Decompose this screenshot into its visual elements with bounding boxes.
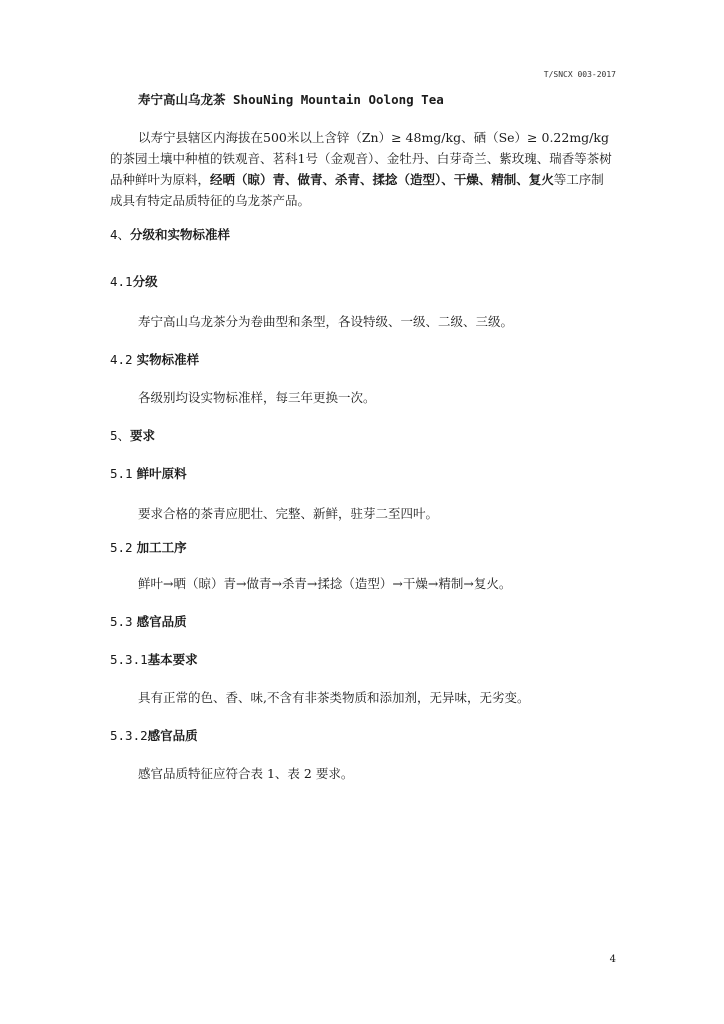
section-title: 基本要求 <box>147 652 198 667</box>
section-number: 4.2 <box>110 352 133 367</box>
section-title: 分级 <box>132 274 158 289</box>
section-number: 5.3.2 <box>110 728 148 743</box>
definition-text-bold: 经晒（晾）青、做青、杀青、揉捻（造型）、干燥、精制、复火 <box>210 172 554 187</box>
section-text-5-2: 鲜叶→晒（晾）青→做青→杀青→揉捻（造型）→干燥→精制→复火。 <box>138 576 512 591</box>
section-title: 鲜叶原料 <box>136 466 187 481</box>
definition-text-after: 等工序制成具有特定品质特征的乌龙茶产品。 <box>110 172 604 208</box>
section-number: 5.3 <box>110 614 133 629</box>
section-text-5-1: 要求合格的茶青应肥壮、完整、新鲜，驻芽二至四叶。 <box>138 506 439 521</box>
section-text-5-3-2: 感官品质特征应符合表 1、表 2 要求。 <box>138 766 354 781</box>
term-definition <box>110 127 614 211</box>
section-heading-5-3-2 <box>110 726 198 744</box>
section-text-4-2: 各级别均设实物标准样，每三年更换一次。 <box>138 390 376 405</box>
term-title: 寿宁高山乌龙茶 ShouNing Mountain Oolong Tea <box>138 92 444 107</box>
standard-code: T/SNCX 003-2017 <box>543 70 616 79</box>
section-number: 4.1 <box>110 274 133 289</box>
section-text-5-3-1: 具有正常的色、香、味,不含有非茶类物质和添加剂，无异味，无劣变。 <box>138 690 530 705</box>
section-heading-4-1 <box>110 272 158 290</box>
section-title: 实物标准样 <box>136 352 200 367</box>
section-number: 4、 <box>110 227 131 242</box>
section-title: 要求 <box>130 428 156 443</box>
section-heading-5-3 <box>110 612 187 630</box>
section-number: 5.3.1 <box>110 652 148 667</box>
section-title: 分级和实物标准样 <box>130 227 231 242</box>
page-number: 4 <box>609 954 616 965</box>
section-number: 5、 <box>110 428 131 443</box>
section-heading-5-3-1 <box>110 650 198 668</box>
section-heading-4-2 <box>110 350 199 368</box>
section-number: 5.2 <box>110 540 133 555</box>
section-title: 加工工序 <box>136 540 187 555</box>
section-heading-4 <box>110 225 230 243</box>
section-heading-5 <box>110 426 155 444</box>
section-number: 5.1 <box>110 466 133 481</box>
section-title: 感官品质 <box>136 614 187 629</box>
section-title: 感官品质 <box>147 728 198 743</box>
definition-text-before: 以寿宁县辖区内海拔在500米以上含锌（Zn）≥ 48mg/kg、硒（Se）≥ 0.22mg/kg的茶园土壤中种植的铁观音、茗科1号（金观音）、金牡丹、白芽奇兰、紫玫瑰、瑞香等茶树品种鲜叶为原料， <box>110 130 612 187</box>
section-heading-5-1 <box>110 464 187 482</box>
section-text-4-1: 寿宁高山乌龙茶分为卷曲型和条型，各设特级、一级、二级、三级。 <box>138 314 514 329</box>
section-heading-5-2 <box>110 538 187 556</box>
